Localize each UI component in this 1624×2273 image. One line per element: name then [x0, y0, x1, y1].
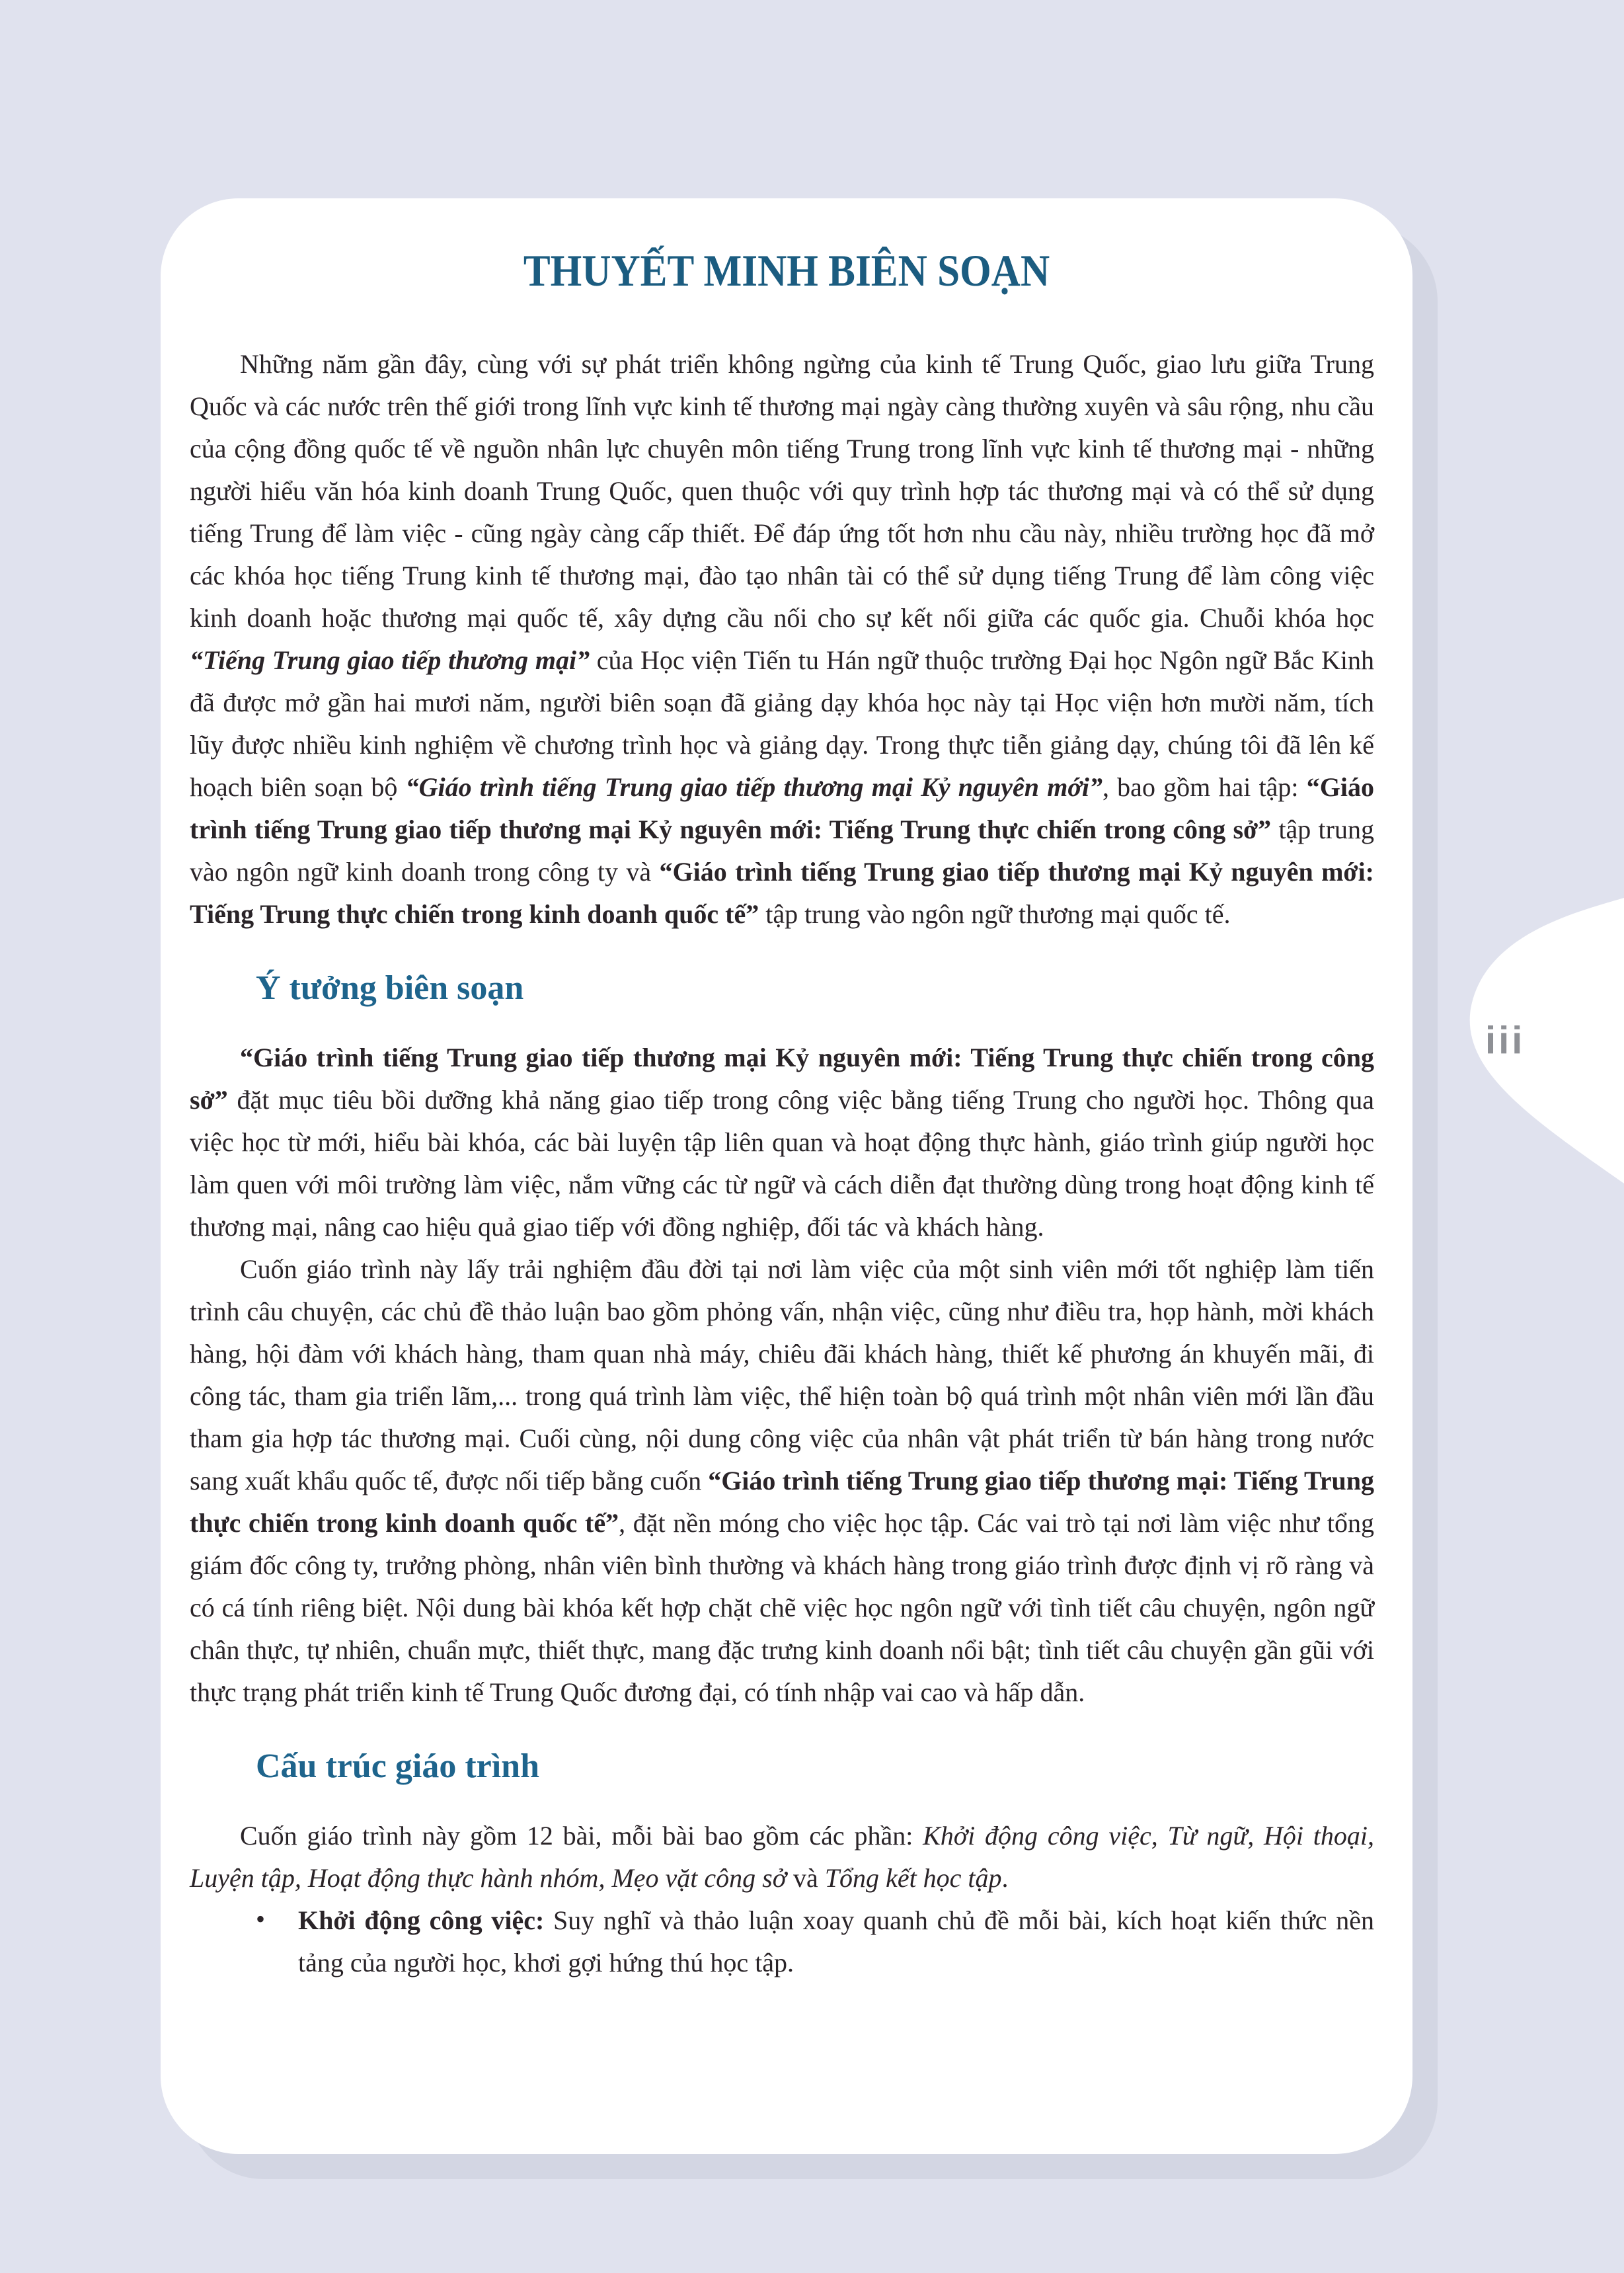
text-run: “Giáo trình tiếng Trung giao tiếp thương mại Kỷ nguyên mới: Tiếng Trung thực chiến trong công sở”: [190, 1043, 1374, 1115]
text-run: và: [787, 1863, 825, 1893]
text-run: Suy nghĩ và thảo luận xoay quanh chủ đề mỗi bài, kích hoạt kiến thức nền tảng của người học, khơi gợi hứng thú học tập.: [298, 1905, 1374, 1977]
paragraph: [190, 343, 1374, 936]
section-heading: Cấu trúc giáo trình: [256, 1747, 539, 1785]
text-run: của Học viện Tiến tu Hán ngữ thuộc trường Đại học Ngôn ngữ Bắc Kinh đã được mở gần hai mươi năm, người biên soạn đã giảng dạy khóa học này tại Học viện hơn mười năm, tích lũy được nhiều kinh nghiệm về chương trình học và giảng dạy. Trong thực tiễn giảng dạy, chúng tôi đã lên kế hoạch biên soạn bộ: [190, 645, 1374, 802]
text-run: tập trung vào ngôn ngữ thương mại quốc tế.: [759, 899, 1231, 929]
text-run: đặt mục tiêu bồi dưỡng khả năng giao tiếp trong công việc bằng tiếng Trung cho người học. Thông qua việc học từ mới, hiểu bài khóa, các bài luyện tập liên quan và hoạt động thực hành, giáo trình giúp người học làm quen với môi trường làm việc, nắm vững các từ ngữ và cách diễn đạt thường dùng trong hoạt động kinh tế thương mại, nâng cao hiệu quả giao tiếp với đồng nghiệp, đối tác và khách hàng.: [190, 1085, 1374, 1242]
text-run: , đặt nền móng cho việc học tập. Các vai trò tại nơi làm việc như tổng giám đốc công ty, trưởng phòng, nhân viên bình thường và khách hàng trong giáo trình được định vị rõ ràng và có cá tính riêng biệt. Nội dung bài khóa kết hợp chặt chẽ việc học ngôn ngữ với tình tiết câu chuyện, ngôn ngữ chân thực, tự nhiên, chuẩn mực, thiết thực, mang đặc trưng kinh doanh nổi bật; tình tiết câu chuyện gần gũi với thực trạng phát triển kinh tế Trung Quốc đương đại, có tính nhập vai cao và hấp dẫn.: [190, 1508, 1374, 1707]
page-number: iii: [1485, 1019, 1526, 1062]
paragraph: [190, 1815, 1374, 1899]
text-run: .: [1001, 1863, 1009, 1893]
text-run: Cuốn giáo trình này lấy trải nghiệm đầu đời tại nơi làm việc của một sinh viên mới tốt nghiệp làm tiến trình câu chuyện, các chủ đề thảo luận bao gồm phỏng vấn, nhận việc, cũng như điều tra, họp hành, mời khách hàng, hội đàm với khách hàng, tham quan nhà máy, chiêu đãi khách hàng, thiết kế phương án khuyến mãi, đi công tác, tham gia triển lãm,... trong quá trình làm việc, thể hiện toàn bộ quá trình một nhân viên mới lần đầu tham gia hợp tác thương mại. Cuối cùng, nội dung công việc của nhân vật phát triển từ bán hàng trong nước sang xuất khẩu quốc tế, được nối tiếp bằng cuốn: [190, 1254, 1374, 1495]
paragraph: [190, 1248, 1374, 1714]
bullet-icon: •: [256, 1904, 266, 1934]
text-run: Khởi động công việc:: [298, 1905, 545, 1935]
book-page: [161, 198, 1412, 2154]
text-run: “Giáo trình tiếng Trung giao tiếp thương mại Kỷ nguyên mới: Tiếng Trung thực chiến trong công sở”: [190, 772, 1374, 844]
paragraph: [190, 1037, 1374, 1248]
text-run: Cuốn giáo trình này gồm 12 bài, mỗi bài bao gồm các phần:: [240, 1821, 923, 1851]
list-item: [256, 1899, 1374, 1984]
section-heading: Ý tưởng biên soạn: [256, 969, 524, 1007]
text-run: Những năm gần đây, cùng với sự phát triển không ngừng của kinh tế Trung Quốc, giao lưu giữa Trung Quốc và các nước trên thế giới trong lĩnh vực kinh tế thương mại ngày càng thường xuyên và sâu rộng, nhu cầu của cộng đồng quốc tế về nguồn nhân lực chuyên môn tiếng Trung trong lĩnh vực kinh tế thương mại - những người hiểu văn hóa kinh doanh Trung Quốc, quen thuộc với quy trình hợp tác thương mại và có thể sử dụng tiếng Trung để làm việc - cũng ngày càng cấp thiết. Để đáp ứng tốt hơn nhu cầu này, nhiều trường học đã mở các khóa học tiếng Trung kinh tế thương mại, đào tạo nhân tài có thể sử dụng tiếng Trung để làm công việc kinh doanh hoặc thương mại quốc tế, xây dựng cầu nối cho sự kết nối giữa các quốc gia. Chuỗi khóa học: [190, 349, 1374, 633]
text-run: “Giáo trình tiếng Trung giao tiếp thương mại Kỷ nguyên mới: Tiếng Trung thực chiến trong kinh doanh quốc tế”: [190, 857, 1375, 929]
text-run: “Giáo trình tiếng Trung giao tiếp thương mại: Tiếng Trung thực chiến trong kinh doanh quốc tế”: [190, 1466, 1375, 1538]
page-content: [161, 343, 1412, 1984]
text-run: “Giáo trình tiếng Trung giao tiếp thương mại Kỷ nguyên mới”: [405, 772, 1102, 802]
page-number-tab: [1464, 898, 1624, 1183]
text-run: Tổng kết học tập: [824, 1863, 1002, 1893]
text-run: “Tiếng Trung giao tiếp thương mại”: [190, 645, 590, 675]
text-run: tập trung vào ngôn ngữ kinh doanh trong công ty và: [190, 815, 1374, 887]
text-run: Khởi động công việc, Từ ngữ, Hội thoại, Luyện tập, Hoạt động thực hành nhóm, Mẹo vặt công sở: [190, 1821, 1374, 1893]
page-title: THUYẾT MINH BIÊN SOẠN: [523, 245, 1050, 296]
text-run: , bao gồm hai tập:: [1102, 772, 1307, 802]
